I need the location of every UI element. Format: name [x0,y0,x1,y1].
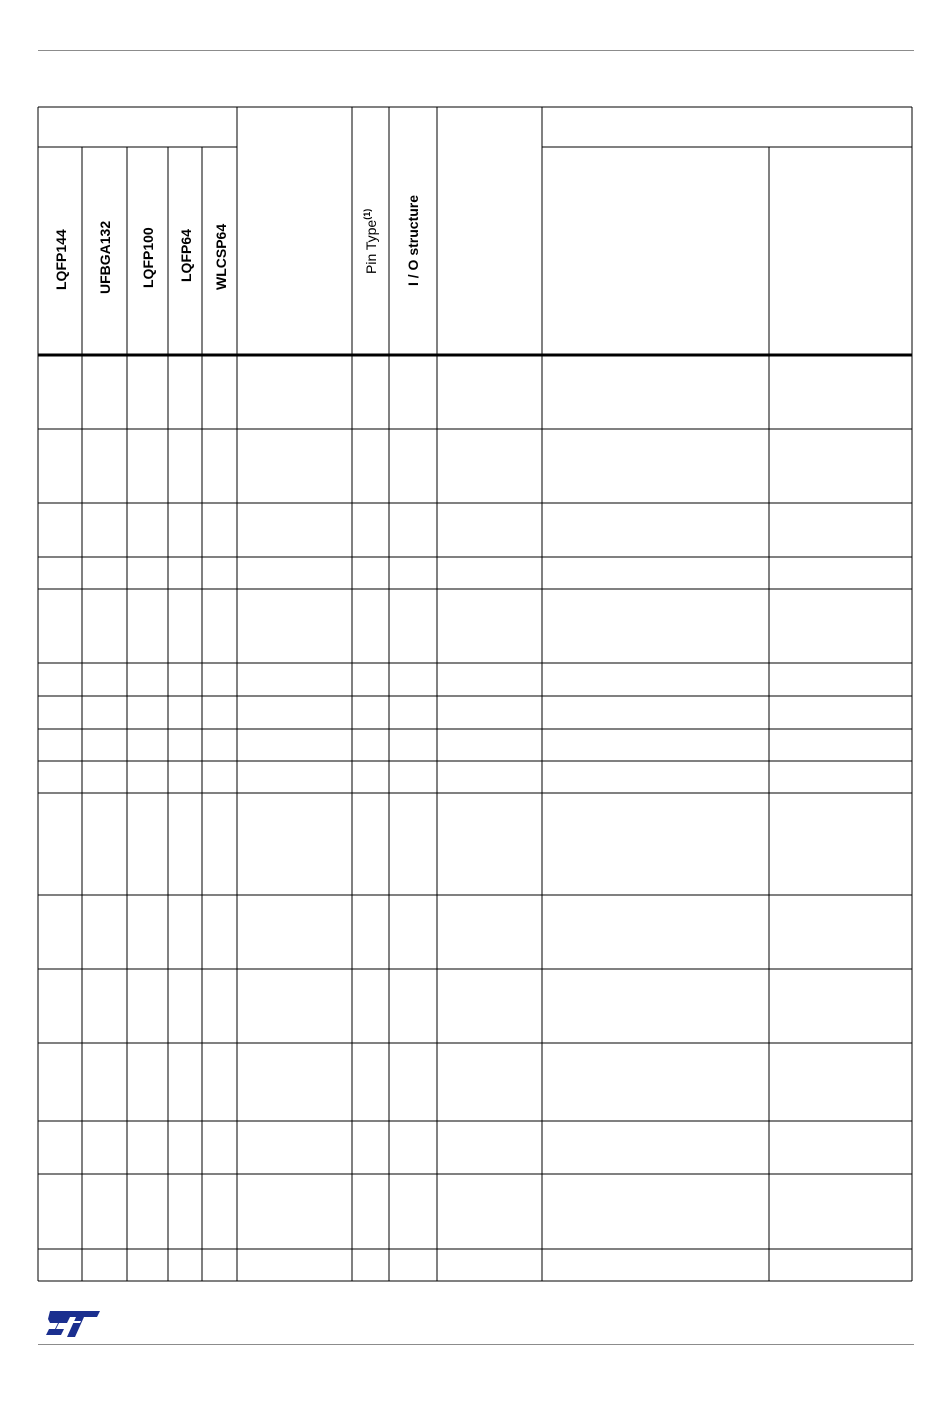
st-logo-icon [44,1311,100,1337]
header-lqfp144: LQFP144 [53,229,69,290]
header-pin-type [362,209,379,274]
header-io-structure: I / O structure [405,194,421,286]
svg-text:Pin Type(1) [362,209,379,274]
header-lqfp64: LQFP64 [178,229,194,282]
st-logo [44,1311,100,1342]
header-ufbga132: UFBGA132 [97,220,113,294]
pin-type-footnote: (1) [362,208,372,220]
header-lqfp100: LQFP100 [140,227,156,288]
header-wlcsp64: WLCSP64 [213,223,229,290]
bottom-rule [38,1344,914,1345]
pin-type-label: Pin Type [363,219,379,274]
